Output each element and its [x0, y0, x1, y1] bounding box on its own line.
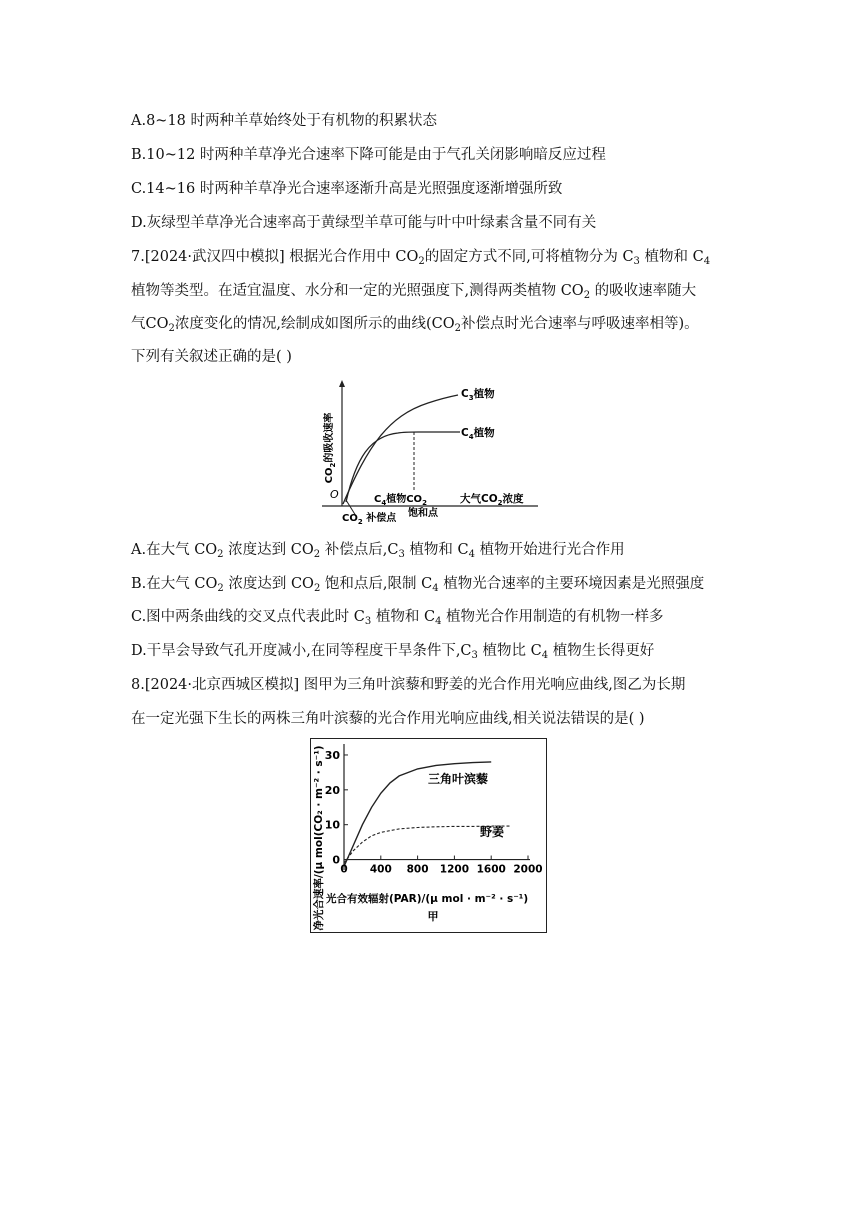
q6-option-b: B.10~12 时两种羊草净光合速率下降可能是由于气孔关闭影响暗反应过程 [131, 147, 606, 163]
q7-stem-line-3: 气$CO_2$浓度变化的情况,绘制成如图所示的曲线($CO_2$补偿点时光合速率与呼吸速率相等)。 [131, 316, 699, 334]
y-tick-label: 20 [324, 783, 340, 797]
q8-figure [310, 738, 550, 934]
c3-label: $C_3$植物 [461, 388, 495, 402]
q7-option-d: D.干旱会导致气孔开度减小,在同等程度干旱条件下$,C_3$ 植物比 $C_4$ 植物生长得更好 [131, 643, 655, 661]
y-axis-label: 净光合速率/(μ mol(CO₂ · m⁻² · s⁻¹) [313, 745, 325, 931]
y-tick-label: 10 [324, 818, 340, 832]
q7-stem-line-1: 7.[2024·武汉四中模拟] 根据光合作用中 $CO_2$的固定方式不同,可将植物分为 $C_3$ 植物和 $C_4$ [131, 249, 711, 267]
y-axis-label: $CO_2$的吸收速率 [324, 412, 337, 484]
compensation-label: $CO_2$ 补偿点 [342, 513, 397, 526]
q7-curve-chart [318, 378, 542, 526]
figure-caption: 甲 [427, 910, 439, 923]
light-response-chart [310, 738, 550, 934]
x-tick-label: 1600 [476, 863, 506, 876]
c4-curve [346, 432, 460, 502]
x-tick-label: 2000 [513, 863, 543, 876]
series-label-yejiang: 野姜 [480, 825, 505, 839]
series-label-sanjiaoye: 三角叶滨藜 [428, 772, 489, 786]
x-tick-label: 800 [406, 863, 429, 876]
q6-option-a: A.8~18 时两种羊草始终处于有机物的积累状态 [131, 113, 438, 129]
q7-figure [318, 378, 542, 526]
saturation-label-1: $C_4$植物$CO_2$ [374, 494, 427, 507]
q7-option-a: A.在大气 $CO_2$ 浓度达到 $CO_2$ 补偿点后$,C_3$ 植物和 $C_4$ 植物开始进行光合作用 [131, 542, 625, 560]
c3-curve [343, 395, 458, 504]
q7-option-c: C.图中两条曲线的交叉点代表此时 $C_3$ 植物和 $C_4$ 植物光合作用制造的有机物一样多 [131, 609, 664, 627]
c4-label: $C_4$植物 [461, 427, 495, 441]
origin-label: O [330, 488, 339, 501]
x-tick-label: 0 [340, 863, 348, 876]
q7-option-b: B.在大气 $CO_2$ 浓度达到 $CO_2$ 饱和点后,限制 $C_4$ 植物光合速率的主要环境因素是光照强度 [131, 576, 705, 594]
q7-stem-line-2: 植物等类型。在适宜温度、水分和一定的光照强度下,测得两类植物 $CO_2$ 的吸收速率随大 [131, 283, 697, 301]
q8-stem-line-2: 在一定光强下生长的两株三角叶滨藜的光合作用光响应曲线,相关说法错误的是( ) [131, 711, 645, 727]
x-tick-label: 1200 [439, 863, 470, 876]
q6-option-c: C.14~16 时两种羊草净光合速率逐渐升高是光照强度逐渐增强所致 [131, 181, 563, 197]
y-axis-arrow [339, 380, 345, 387]
y-tick-label: 30 [324, 748, 340, 762]
saturation-label-2: 饱和点 [408, 508, 438, 519]
x-tick-label: 400 [369, 863, 392, 876]
x-axis-label: 大气$CO_2$浓度 [460, 493, 524, 507]
x-axis-label: 光合有效辐射(PAR)/(μ mol · m⁻² · s⁻¹) [326, 893, 529, 905]
q7-stem-line-4: 下列有关叙述正确的是( ) [131, 349, 292, 365]
q8-stem-line-1: 8.[2024·北京西城区模拟] 图甲为三角叶滨藜和野姜的光合作用光响应曲线,图乙为长期 [131, 677, 686, 693]
q6-option-d: D.灰绿型羊草净光合速率高于黄绿型羊草可能与叶中叶绿素含量不同有关 [131, 215, 597, 231]
y-tick-label: 0 [332, 853, 340, 867]
